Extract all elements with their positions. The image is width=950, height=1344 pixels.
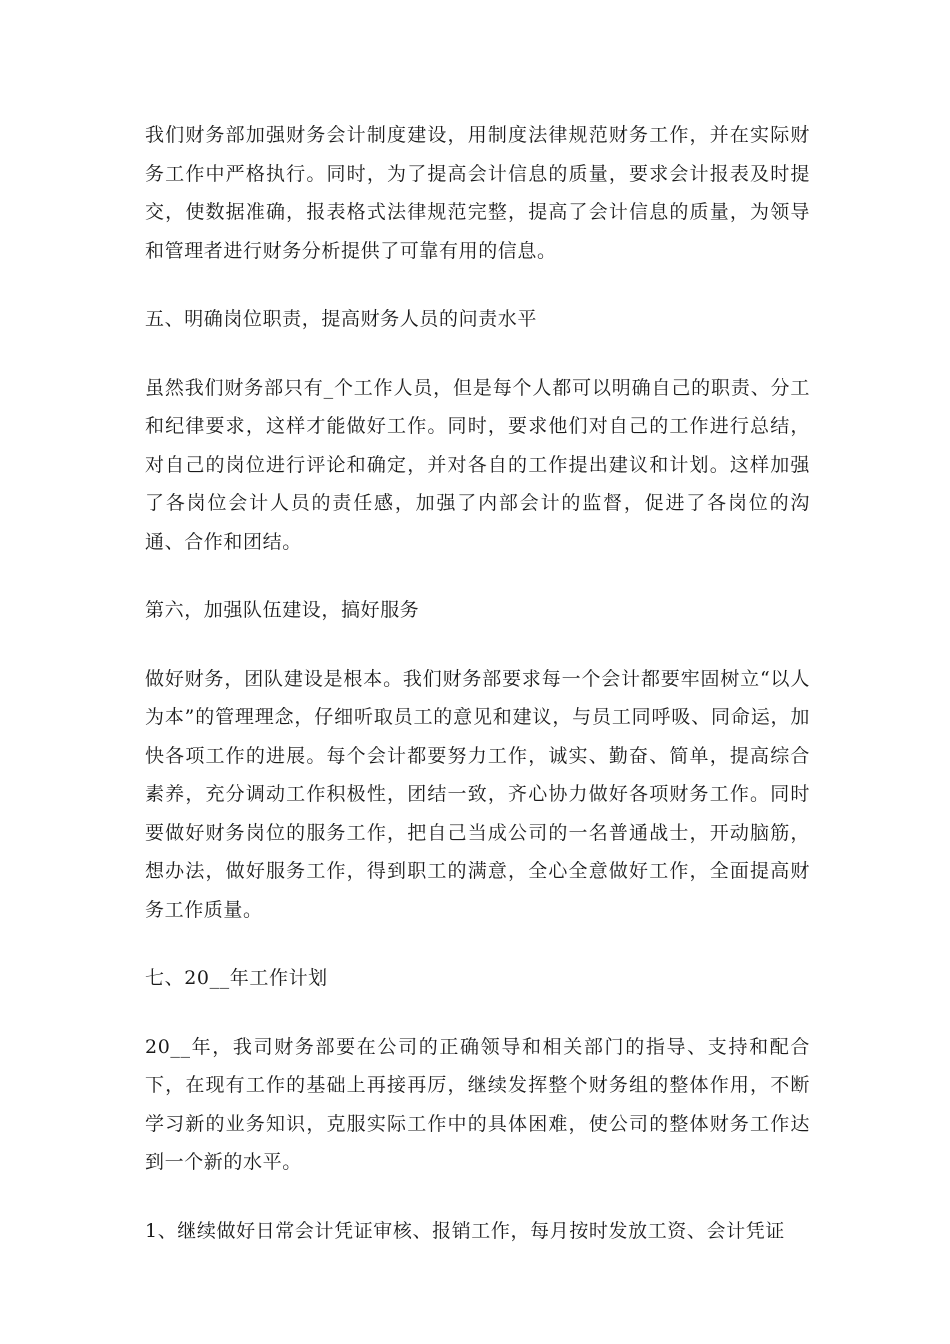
paragraph-work-plan: 20__年，我司财务部要在公司的正确领导和相关部门的指导、支持和配合下，在现有工作的基础上再接再厉，继续发挥整个财务组的整体作用，不断学习新的业务知识，克服实际工作中的具体困难，使公司的整体财务工作达到一个新的水平。 — [145, 1035, 810, 1173]
paragraph-team-building: 做好财务，团队建设是根本。我们财务部要求每一个会计都要牢固树立“以人为本”的管理理念，仔细听取员工的意见和建议，与员工同呼吸、同命运，加快各项工作的进展。每个会计都要努力工作，诚实、勤奋、简单，提高综合素养，充分调动工作积极性，团结一致，齐心协力做好各项财务工作。同时要做好财务岗位的服务工作，把自己当成公司的一名普通战士，开动脑筋，想办法，做好服务工作，得到职工的满意，全心全意做好工作，全面提高财务工作质量。 — [145, 667, 810, 921]
list-item-1: 1、继续做好日常会计凭证审核、报销工作，每月按时发放工资、会计凭证 — [145, 1219, 785, 1242]
document-body — [145, 116, 810, 1280]
paragraph-job-responsibilities: 虽然我们财务部只有_个工作人员，但是每个人都可以明确自己的职责、分工和纪律要求，这样才能做好工作。同时，要求他们对自己的工作进行总结，对自己的岗位进行评论和确定，并对各自的工作提出建议和计划。这样加强了各岗位会计人员的责任感，加强了内部会计的监督，促进了各岗位的沟通、合作和团结。 — [145, 376, 810, 553]
section-heading-6: 第六，加强队伍建设，搞好服务 — [145, 599, 420, 621]
paragraph-accounting-system: 我们财务部加强财务会计制度建设，用制度法律规范财务工作，并在实际财务工作中严格执行。同时，为了提高会计信息的质量，要求会计报表及时提交，使数据准确，报表格式法律规范完整，提高了会计信息的质量，为领导和管理者进行财务分析提供了可靠有用的信息。 — [145, 124, 810, 262]
section-heading-5: 五、明确岗位职责，提高财务人员的问责水平 — [145, 308, 538, 330]
section-heading-7: 七、20__年工作计划 — [145, 967, 328, 989]
